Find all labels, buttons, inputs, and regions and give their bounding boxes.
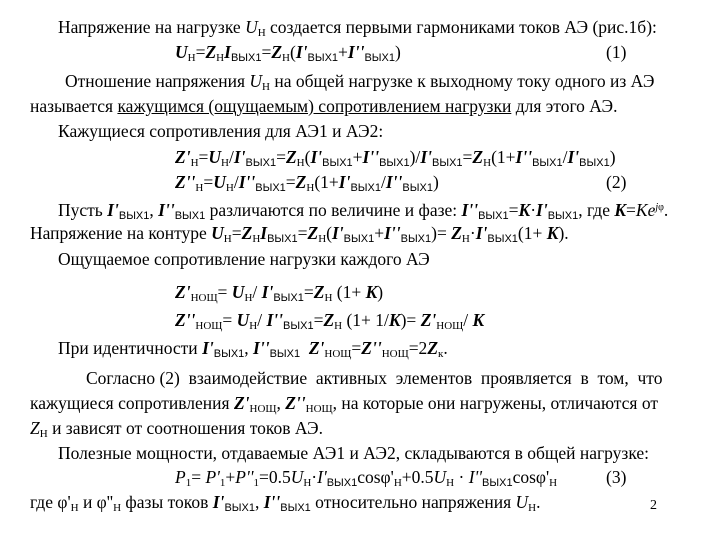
equation: $Z''_{НОЩ}= U_Н/$ $I''_{ВЫХ1}=Z_Н$ $(1+ 1/K)= Z'_{НОЩ}/$ K — [175, 310, 485, 332]
equation: $Z'_{НОЩ}= U_Н/$ $I'_{ВЫХ1}=Z_Н$ (1+ K) — [175, 282, 384, 304]
paragraph-continued: называется кажущимся (ощущаемым) сопротивлением нагрузки для этого АЭ. — [30, 96, 618, 116]
equation: $P_1= P'_1+P''_1=0.5U_Н\cdot I'_{ВЫХ1}\cos\varphi'_Н+0.5U_Н \cdot I''_{ВЫХ1}\cos\varphi'_Н$ — [175, 467, 558, 489]
paragraph: При идентичности $I'_{ВЫХ1}$, $I''_{ВЫХ1}$ $Z'_{НОЩ}=Z''_{НОЩ}=2Z_к$. — [58, 338, 448, 360]
equation: $Z'_Н=U_Н/I'_{ВЫХ1}=Z_Н(I'_{ВЫХ1}+I''_{ВЫХ1})/I'_{ВЫХ1}=Z_Н(1+I''_{ВЫХ1}/I'_{ВЫХ1})$ — [175, 147, 616, 169]
paragraph: Полезные мощности, отдаваемые АЭ1 и АЭ2, складываются в общей нагрузке: — [58, 443, 650, 463]
equation: $U_Н=Z_НI_{ВЫХ1}=Z_Н(I'_{ВЫХ1}+I''_{ВЫХ1})$ — [175, 42, 401, 64]
equation: $Z''_Н=U_Н/I''_{ВЫХ1}=Z_Н(1+I'_{ВЫХ1}/I''_{ВЫХ1})$ — [175, 172, 439, 194]
paragraph: Ощущаемое сопротивление нагрузки каждого АЭ — [58, 249, 430, 269]
paragraph-continued: кажущиеся сопротивления $Z'_{НОЩ}$, $Z''_{НОЩ}$, на которые они нагружены, отличаются от — [30, 393, 659, 415]
paragraph: Кажущиеся сопротивления для АЭ1 и АЭ2: — [58, 121, 384, 141]
paragraph: Пусть $I'_{ВЫХ1}$, $I''_{ВЫХ1}$ различаются по величине и фазе: $I''_{ВЫХ1}=K\cdot I'_{ВЫХ1}$, где $K=Ke^{j\varphi}$. — [58, 200, 669, 222]
page-number: 2 — [650, 498, 657, 513]
equation-number: (1) — [606, 42, 627, 62]
paragraph: Напряжение на контуре $U_Н=Z_НI_{ВЫХ1}=Z_Н(I'_{ВЫХ1}+I''_{ВЫХ1})= Z_Н\cdot I'_{ВЫХ1}(1+ K)$. — [30, 223, 569, 245]
paragraph-continued: $Z_Н$ и зависят от соотношения токов АЭ. — [30, 418, 323, 440]
paragraph: где $\varphi'_Н$ и $\varphi''_Н$ фазы токов $I'_{ВЫХ1}$, $I''_{ВЫХ1}$ относительно напряжения $U_Н$. — [30, 492, 541, 514]
paragraph: Напряжение на нагрузке $U_Н$ создается первыми гармониками токов АЭ (рис.1б): — [58, 17, 657, 39]
paragraph: Отношение напряжения $U_Н$ на общей нагрузке к выходному току одного из АЭ — [65, 71, 655, 93]
equation-number: (2) — [606, 172, 627, 192]
equation-number: (3) — [606, 467, 627, 487]
paragraph: Согласно (2) взаимодействие активных элементов проявляется в том, что — [86, 368, 663, 388]
